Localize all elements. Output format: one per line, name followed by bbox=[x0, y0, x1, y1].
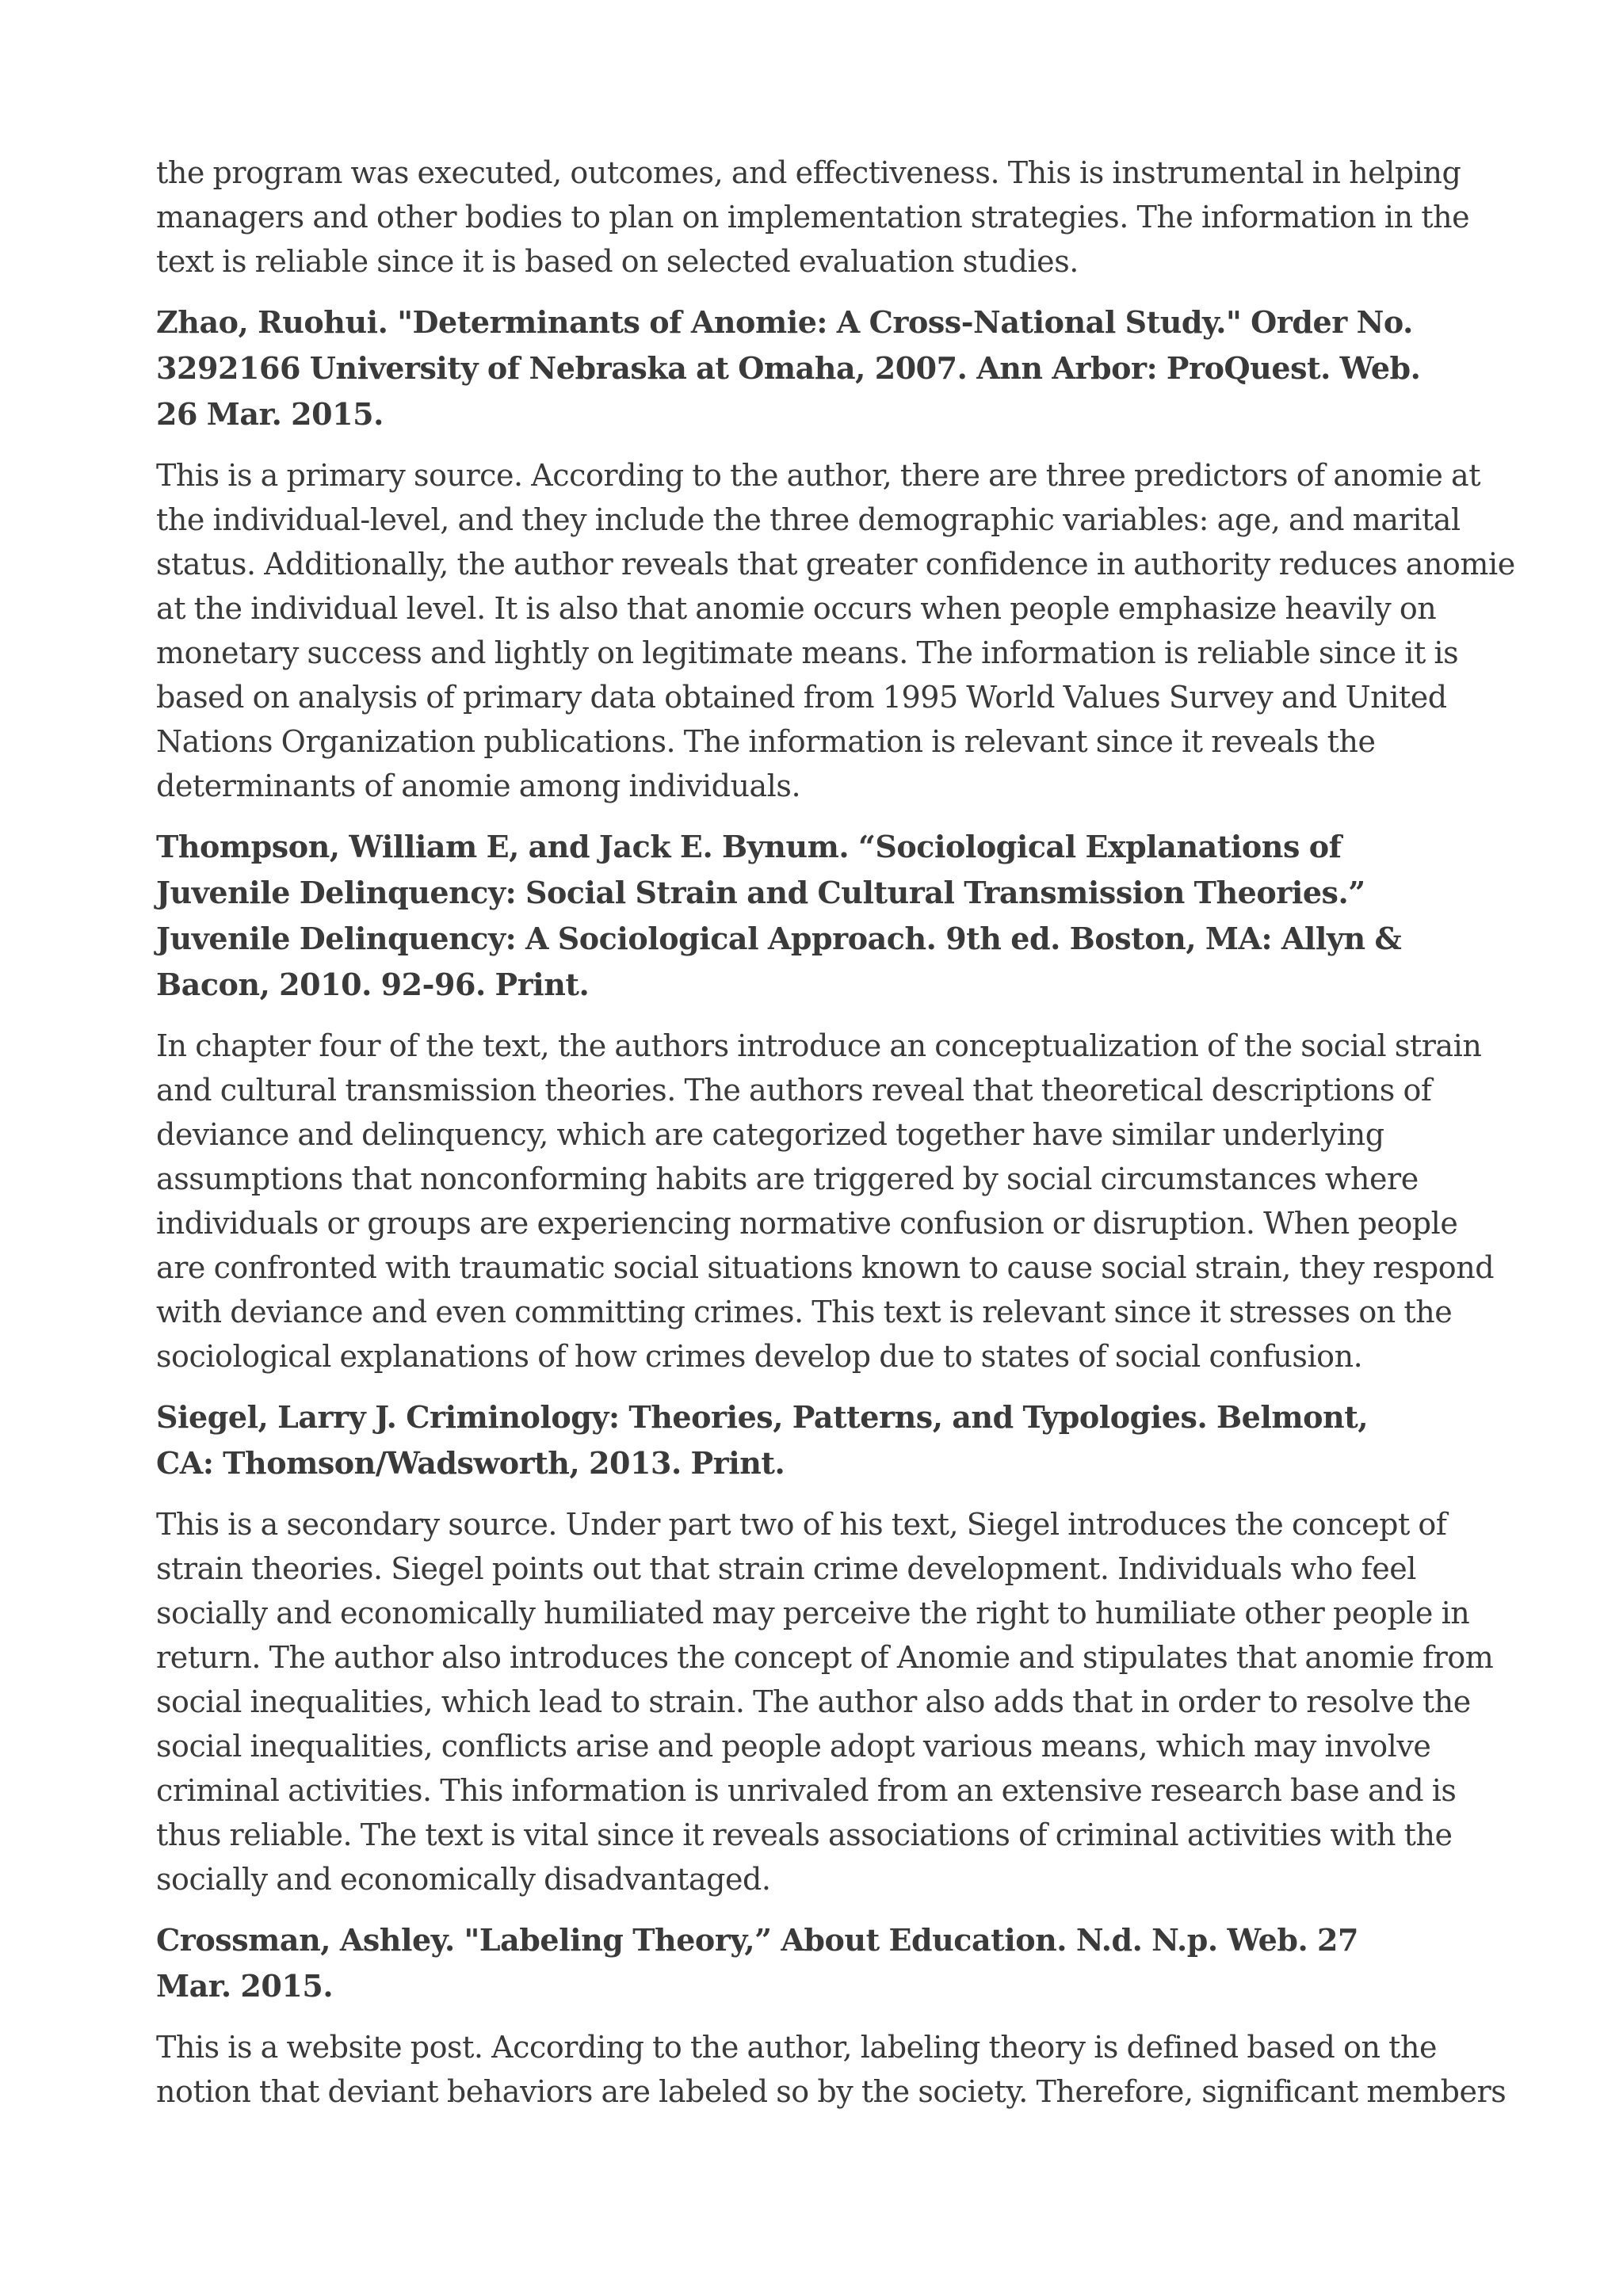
text-line: 3292166 University of Nebraska at Omaha, 2007. Ann Arbor: ProQuest. Web. bbox=[156, 350, 1421, 386]
text-line: socially and economically disadvantaged. bbox=[156, 1862, 771, 1897]
text-line: Siegel, Larry J. Criminology: Theories, Patterns, and Typologies. Belmont, bbox=[156, 1399, 1369, 1435]
text-line: determinants of anomie among individuals. bbox=[156, 769, 801, 803]
text-line: text is reliable since it is based on selected evaluation studies. bbox=[156, 244, 1079, 279]
text-line: monetary success and lightly on legitimate means. The information is reliable since it is bbox=[156, 635, 1459, 670]
text-line: strain theories. Siegel points out that strain crime development. Individuals who feel bbox=[156, 1551, 1416, 1586]
text-line: This is a secondary source. Under part two of his text, Siegel introduces the concept of bbox=[156, 1507, 1447, 1542]
text-line: individuals or groups are experiencing normative confusion or disruption. When people bbox=[156, 1206, 1458, 1241]
text-line: deviance and delinquency, which are categorized together have similar underlying bbox=[156, 1117, 1384, 1152]
document-page bbox=[156, 151, 1515, 2130]
text-line: Zhao, Ruohui. "Determinants of Anomie: A Cross-National Study." Order No. bbox=[156, 304, 1413, 340]
text-line: with deviance and even committing crimes. This text is relevant since it stresses on the bbox=[156, 1295, 1453, 1329]
text-line: status. Additionally, the author reveals that greater confidence in authority reduces anomie bbox=[156, 547, 1515, 582]
annotation-zhao bbox=[156, 453, 1515, 808]
text-line: and cultural transmission theories. The authors reveal that theoretical descriptions of bbox=[156, 1073, 1432, 1108]
text-line: criminal activities. This information is unrivaled from an extensive research base and is bbox=[156, 1773, 1457, 1808]
text-line: Juvenile Delinquency: Social Strain and Cultural Transmission Theories.” bbox=[156, 875, 1365, 910]
annotation-thompson bbox=[156, 1024, 1495, 1379]
text-line: managers and other bodies to plan on implementation strategies. The information in the bbox=[156, 200, 1470, 235]
text-line: CA: Thomson/Wadsworth, 2013. Print. bbox=[156, 1445, 785, 1481]
text-line: Mar. 2015. bbox=[156, 1968, 334, 2004]
citation-crossman bbox=[156, 1917, 1495, 2009]
text-line: Nations Organization publications. The information is relevant since it reveals the bbox=[156, 724, 1376, 759]
text-line: thus reliable. The text is vital since it reveals associations of criminal activities with the bbox=[156, 1817, 1453, 1852]
citation-siegel bbox=[156, 1394, 1495, 1486]
text-line: are confronted with traumatic social situations known to cause social strain, they respond bbox=[156, 1250, 1495, 1285]
text-line: In chapter four of the text, the authors introduce an conceptualization of the social strain bbox=[156, 1028, 1482, 1063]
text-line: This is a primary source. According to the author, there are three predictors of anomie at bbox=[156, 458, 1481, 493]
text-line: This is a website post. According to the author, labeling theory is defined based on the bbox=[156, 2030, 1438, 2065]
text-line: 26 Mar. 2015. bbox=[156, 396, 384, 432]
text-line: the individual-level, and they include the three demographic variables: age, and marital bbox=[156, 502, 1461, 537]
text-line: social inequalities, which lead to strain. The author also adds that in order to resolve the bbox=[156, 1684, 1471, 1719]
text-line: socially and economically humiliated may perceive the right to humiliate other people in bbox=[156, 1596, 1470, 1630]
text-line: the program was executed, outcomes, and effectiveness. This is instrumental in helping bbox=[156, 155, 1461, 190]
citation-thompson bbox=[156, 824, 1495, 1008]
text-line: return. The author also introduces the concept of Anomie and stipulates that anomie from bbox=[156, 1640, 1494, 1675]
text-line: assumptions that nonconforming habits are triggered by social circumstances where bbox=[156, 1161, 1419, 1196]
text-line: social inequalities, conflicts arise and people adopt various means, which may involve bbox=[156, 1729, 1431, 1764]
paragraph bbox=[156, 151, 1495, 284]
text-line: sociological explanations of how crimes develop due to states of social confusion. bbox=[156, 1339, 1363, 1374]
text-line: Bacon, 2010. 92-96. Print. bbox=[156, 967, 590, 1002]
text-line: Crossman, Ashley. "Labeling Theory,” About Education. N.d. N.p. Web. 27 bbox=[156, 1922, 1358, 1958]
annotation-crossman bbox=[156, 2025, 1507, 2114]
text-line: notion that deviant behaviors are labeled so by the society. Therefore, significant members bbox=[156, 2074, 1507, 2109]
text-line: based on analysis of primary data obtained from 1995 World Values Survey and United bbox=[156, 680, 1447, 715]
text-line: at the individual level. It is also that anomie occurs when people emphasize heavily on bbox=[156, 591, 1437, 626]
annotation-siegel bbox=[156, 1502, 1495, 1901]
text-line: Thompson, William E, and Jack E. Bynum. “Sociological Explanations of bbox=[156, 829, 1342, 864]
citation-zhao bbox=[156, 299, 1495, 437]
text-line: Juvenile Delinquency: A Sociological Approach. 9th ed. Boston, MA: Allyn & bbox=[156, 921, 1402, 956]
